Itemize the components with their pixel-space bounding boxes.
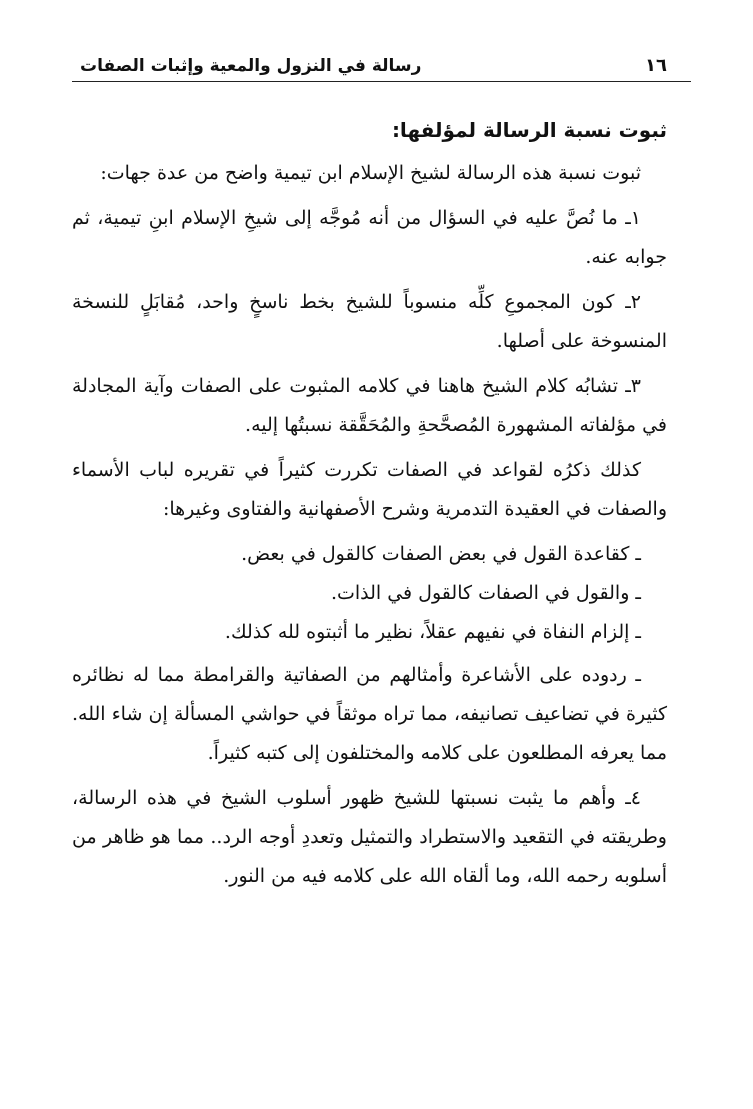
page-body	[72, 110, 667, 902]
section-heading: ثبوت نسبة الرسالة لمؤلفها:	[391, 118, 667, 142]
point-4-paragraph: ٤ـ وأهم ما يثبت نسبتها للشيخ ظهور أسلوب الشيخ في هذه الرسالة، وطريقته في التقعيد والاستطراد والتمثيل وتعددِ أوجه الرد.. مما هو ظاهر من أسلوبه رحمه الله، وما ألقاه الله على كلامه فيه من النور.	[72, 787, 667, 887]
point-2-paragraph: ٢ـ كون المجموعِ كلِّه منسوباً للشيخ بخط ناسخٍ واحد، مُقابَلٍ للنسخة المنسوخة على أصلها.	[72, 291, 667, 352]
rules-intro-paragraph: كذلك ذكرُه لقواعد في الصفات تكررت كثيراً في تقريره لباب الأسماء والصفات في العقيدة التدمرية وشرح الأصفهانية والفتاوى وغيرها:	[72, 459, 667, 520]
intro-paragraph: ثبوت نسبة هذه الرسالة لشيخ الإسلام ابن تيمية واضح من عدة جهات:	[100, 162, 641, 184]
point-3-paragraph: ٣ـ تشابُه كلام الشيخ هاهنا في كلامه المثبوت على الصفات وآية المجادلة في مؤلفاته المشهورة المُصحَّحةِ والمُحَقَّقة نسبتُها إليه.	[72, 375, 667, 436]
rule-item: ـ كقاعدة القول في بعض الصفات كالقول في بعض.	[241, 543, 641, 565]
point-1-paragraph: ١ـ ما نُصَّ عليه في السؤال من أنه مُوجَّه إلى شيخِ الإسلام ابنِ تيمية، ثم جوابه عنه.	[72, 207, 667, 268]
rule-item: ـ والقول في الصفات كالقول في الذات.	[330, 582, 641, 604]
page-number: ١٦	[645, 55, 667, 76]
running-title: رسالة في النزول والمعية وإثبات الصفات	[80, 56, 422, 76]
header-divider	[72, 81, 691, 82]
page-header	[80, 44, 667, 76]
rule-item: ـ إلزام النفاة في نفيهم عقلاً، نظير ما أثبتوه لله كذلك.	[224, 621, 641, 643]
refutation-paragraph: ـ ردوده على الأشاعرة وأمثالهم من الصفاتية والقرامطة مما له نظائره كثيرة في تضاعيف تصانيفه، مما تراه موثقاً في حواشي المسألة إن شاء الله. مما يعرفه المطلعون على كلامه والمختلفون إلى كتبه كثيراً.	[72, 664, 667, 764]
rules-list	[72, 535, 667, 652]
